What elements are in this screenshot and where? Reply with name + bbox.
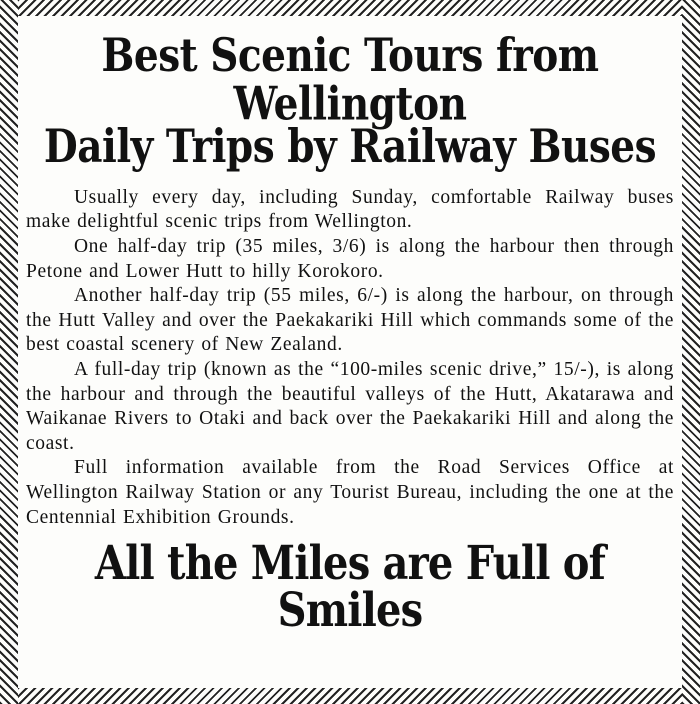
border-left — [0, 0, 18, 704]
slogan: All the Miles are Full of Smiles — [94, 535, 606, 639]
border-right — [682, 0, 700, 704]
paragraph-information: Full information available from the Road Services Office at Wellington Railway Station or any Tourist Bureau, including the one at the Centennial Exhibition Grounds. — [26, 457, 674, 528]
headline-primary: Best Scenic Tours from Wellington — [101, 28, 599, 132]
paragraph-full-day: A full-day trip (known as the “100-miles scenic drive,” 15/-), is along the harbour and through the beautiful valleys of the Hutt, Akatarawa and Waikanae Rivers to Otaki and back over the Paekakariki Hill and along the coast. — [26, 358, 674, 454]
border-bottom — [0, 688, 700, 704]
body-text — [26, 186, 674, 530]
paragraph-half-day-paekakariki: Another half-day trip (55 miles, 6/-) is along the harbour, on through the Hutt Valley and over the Paekakariki Hill which commands some of the best coastal scenery of New Zealand. — [26, 285, 674, 356]
paragraph-intro: Usually every day, including Sunday, comfortable Railway buses make delightful scenic trips from Wellington. — [26, 186, 674, 233]
border-top — [0, 0, 700, 16]
paragraph-half-day-korokoro: One half-day trip (35 miles, 3/6) is along the harbour then through Petone and Lower Hutt to hilly Korokoro. — [26, 236, 674, 282]
headline-secondary: Daily Trips by Railway Buses — [43, 119, 657, 174]
ad-content — [26, 18, 674, 684]
